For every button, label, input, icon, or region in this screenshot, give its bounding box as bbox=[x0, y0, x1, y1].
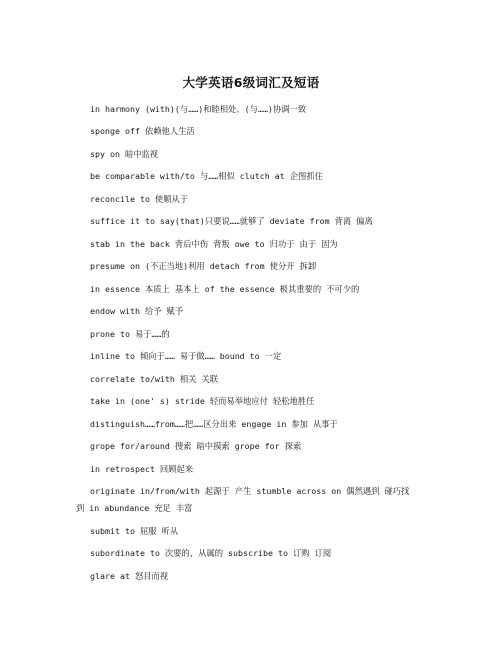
vocabulary-line: reconcile to 使顺从于 bbox=[90, 193, 189, 204]
vocabulary-line: take in (one' s) stride 轻而易举地应付 轻松地胜任 bbox=[90, 396, 315, 406]
vocabulary-line: sponge off 依赖他人生活 bbox=[90, 126, 195, 136]
vocabulary-line: in harmony (with)(与……)和睦相处、(与……)协调一致 bbox=[90, 104, 307, 114]
vocabulary-line: stab in the back 背后中伤 背叛 owe to 归功于 由于 因为 bbox=[90, 238, 338, 249]
vocabulary-line: suffice it to say(that)只要说……就够了 deviate from 背离 偏离 bbox=[90, 216, 373, 226]
vocabulary-line: prone to 易于……的 bbox=[90, 328, 170, 339]
vocabulary-line: in retrospect 回顾起来 bbox=[90, 463, 194, 474]
vocabulary-line: grope for/around 搜索 暗中摸索 grope for 探索 bbox=[90, 441, 302, 451]
vocabulary-line: be comparable with/to 与……相似 clutch at 企图抓住 bbox=[90, 171, 323, 181]
vocabulary-line: submit to 屈服 听从 bbox=[90, 525, 179, 536]
vocabulary-line: distinguish……from……把……区分出来 engage in 参加 从事于 bbox=[90, 418, 338, 429]
vocabulary-line: spy on 暗中监视 bbox=[90, 148, 159, 159]
vocabulary-line: correlate to/with 相关 关联 bbox=[90, 373, 219, 384]
vocabulary-line: glare at 怒目而视 bbox=[90, 570, 169, 581]
vocabulary-line-continuation: 到 in abundance 充足 丰富 bbox=[76, 503, 193, 513]
vocabulary-line: in essence 本质上 基本上 of the essence 极其重要的 不可少的 bbox=[90, 283, 360, 294]
vocabulary-line: subordinate to 次要的，从属的 subscribe to 订购 订阅 bbox=[90, 548, 332, 558]
document-title: 大学英语6级词汇及短语 bbox=[182, 75, 320, 90]
vocabulary-line: originate in/from/with 起源于 产生 stumble across on 偶然遇到 碰巧找 bbox=[90, 486, 410, 496]
vocabulary-line: inline to 倾向于…… 易于做…… bound to 一定 bbox=[90, 351, 282, 361]
vocabulary-line: endow with 给予 赋予 bbox=[90, 306, 184, 316]
vocabulary-line: presume on (不正当地)利用 detach from 使分开 拆卸 bbox=[90, 261, 317, 271]
